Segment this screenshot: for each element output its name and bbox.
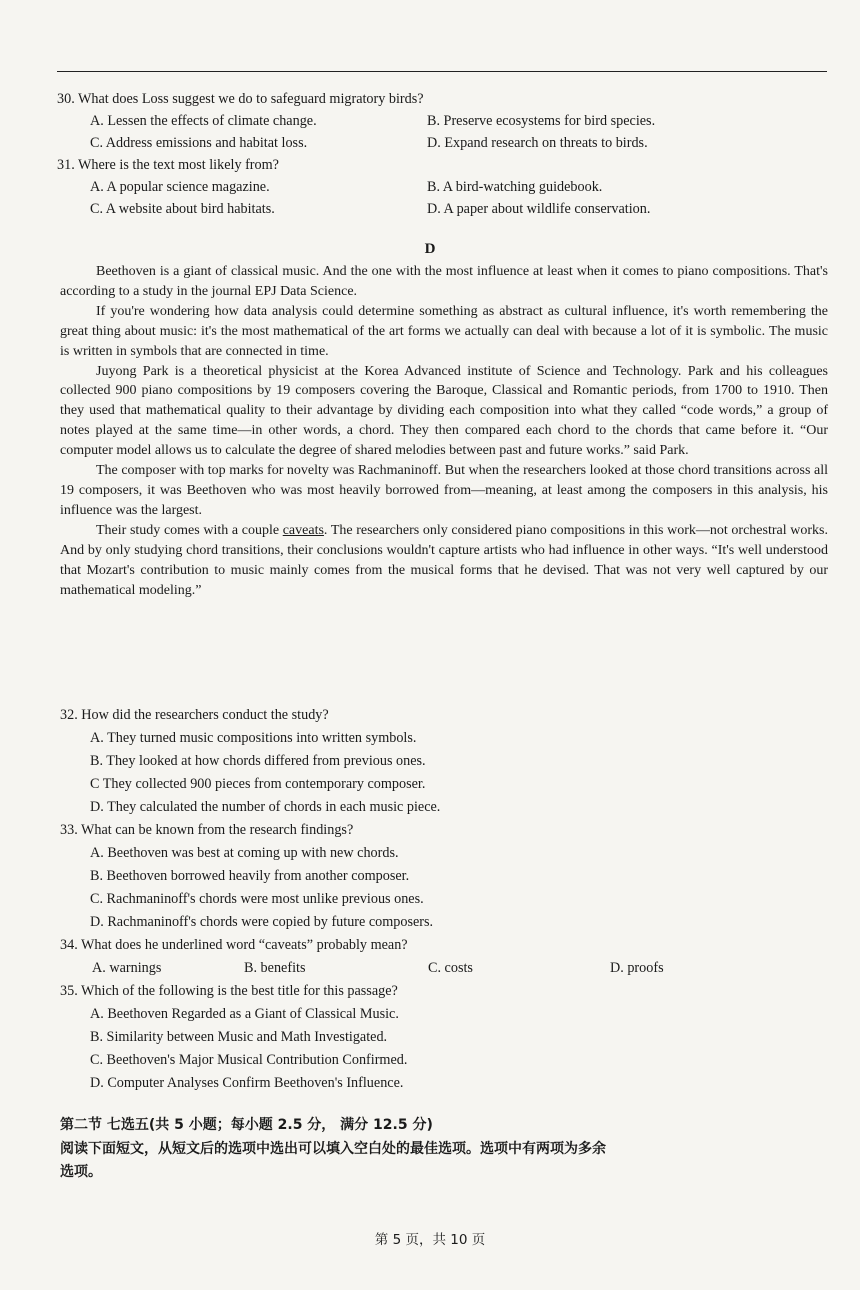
q35-stem: 35. Which of the following is the best title for this passage? bbox=[60, 983, 398, 999]
section2-heading: 第二节 七选五(共 5 小题；每小题 2.5 分， 满分 12.5 分) bbox=[60, 1117, 433, 1133]
q34-option-c: C. costs bbox=[428, 960, 473, 976]
q32-option-d: D. They calculated the number of chords in each music piece. bbox=[90, 799, 441, 815]
q35-option-c: C. Beethoven's Major Musical Contribution Confirmed. bbox=[90, 1052, 408, 1068]
q30-option-a: A. Lessen the effects of climate change. bbox=[90, 113, 317, 129]
passage-body bbox=[60, 262, 828, 600]
q30-stem: 30. What does Loss suggest we do to safeguard migratory birds? bbox=[57, 91, 424, 107]
q30-option-b: B. Preserve ecosystems for bird species. bbox=[427, 113, 656, 129]
q33-option-c: C. Rachmaninoff's chords were most unlike previous ones. bbox=[90, 891, 424, 907]
passage-letter: D bbox=[424, 241, 436, 257]
p5-text-before: Their study comes with a couple bbox=[96, 522, 283, 538]
passage-paragraph-1: Beethoven is a giant of classical music. And the one with the most influence at least when it comes to piano compositions. That's according to a study in the journal EPJ Data Science. bbox=[60, 264, 828, 299]
q31-stem: 31. Where is the text most likely from? bbox=[57, 157, 279, 173]
q35-option-d: D. Computer Analyses Confirm Beethoven's Influence. bbox=[90, 1075, 404, 1091]
passage-paragraph-4: The composer with top marks for novelty was Rachmaninoff. But when the researchers looked at those chord transitions across all 19 composers, it was Beethoven who was most heavily borrowed from—meaning, at least among the composers in this analysis, his influence was the largest. bbox=[60, 463, 828, 518]
q34-option-a: A. warnings bbox=[92, 960, 162, 976]
q33-option-a: A. Beethoven was best at coming up with new chords. bbox=[90, 845, 399, 861]
q32-option-c: C They collected 900 pieces from contemporary composer. bbox=[90, 776, 426, 792]
q33-option-b: B. Beethoven borrowed heavily from another composer. bbox=[90, 868, 410, 884]
q30-option-c: C. Address emissions and habitat loss. bbox=[90, 135, 308, 151]
underlined-word-caveats: caveats bbox=[282, 522, 324, 538]
q32-option-b: B. They looked at how chords differed from previous ones. bbox=[90, 753, 426, 769]
q31-option-d: D. A paper about wildlife conservation. bbox=[427, 201, 651, 217]
section2-instruction-line1: 阅读下面短文，从短文后的选项中选出可以填入空白处的最佳选项。选项中有两项为多余 bbox=[60, 1141, 606, 1157]
q35-option-a: A. Beethoven Regarded as a Giant of Classical Music. bbox=[90, 1006, 399, 1022]
passage-paragraph-2: If you're wondering how data analysis could determine something as abstract as cultural influence, it's worth remembering the great thing about music: it's the most mathematical of the art forms we actually can deal with because a lot of it is symbolic. The music is written in symbols that are connected in time. bbox=[60, 303, 828, 359]
q32-option-a: A. They turned music compositions into written symbols. bbox=[90, 730, 417, 746]
passage-paragraph-3: Juyong Park is a theoretical physicist at the Korea Advanced institute of Science and Technology. Park and his colleagues collected 900 piano compositions by 19 composers covering the Baroque, Classical and Romantic periods, from 1700 to 1910. Then they used that mathematical quality to their advantage by dividing each composition into what they called “code words,” a group of notes played at the same time—in other words, a chord. They then compared each chord to the chords that came before it. “Our computer model allows us to calculate the degree of shared melodies between past and future works.” said Park. bbox=[60, 363, 828, 459]
section2-instruction-line2: 选项。 bbox=[60, 1164, 102, 1180]
q32-stem: 32. How did the researchers conduct the study? bbox=[60, 707, 329, 723]
q33-option-d: D. Rachmaninoff's chords were copied by future composers. bbox=[90, 914, 434, 930]
q34-stem: 34. What does he underlined word “caveats” probably mean? bbox=[60, 937, 408, 953]
q35-option-b: B. Similarity between Music and Math Investigated. bbox=[90, 1029, 388, 1045]
q30-option-d: D. Expand research on threats to birds. bbox=[427, 135, 648, 151]
q31-option-c: C. A website about bird habitats. bbox=[90, 201, 275, 217]
p5-text-after: . The researchers only considered piano compositions in this work—not orchestral works. And by only studying chord transitions, their conclusions wouldn't capture artists who had influence in other ways. “It's well understood that Mozart's contribution to music mainly comes from the musical forms that he devised. That was not very well captured by our mathematical modeling.” bbox=[60, 522, 828, 598]
q34-option-d: D. proofs bbox=[610, 960, 664, 976]
q34-option-b: B. benefits bbox=[244, 960, 306, 976]
q31-option-b: B. A bird-watching guidebook. bbox=[427, 179, 603, 195]
q33-stem: 33. What can be known from the research findings? bbox=[60, 822, 354, 838]
passage-paragraph-5 bbox=[60, 521, 828, 601]
page-footer: 第 5 页，共 10 页 bbox=[374, 1232, 486, 1248]
top-rule bbox=[57, 71, 827, 72]
q31-option-a: A. A popular science magazine. bbox=[90, 179, 270, 195]
